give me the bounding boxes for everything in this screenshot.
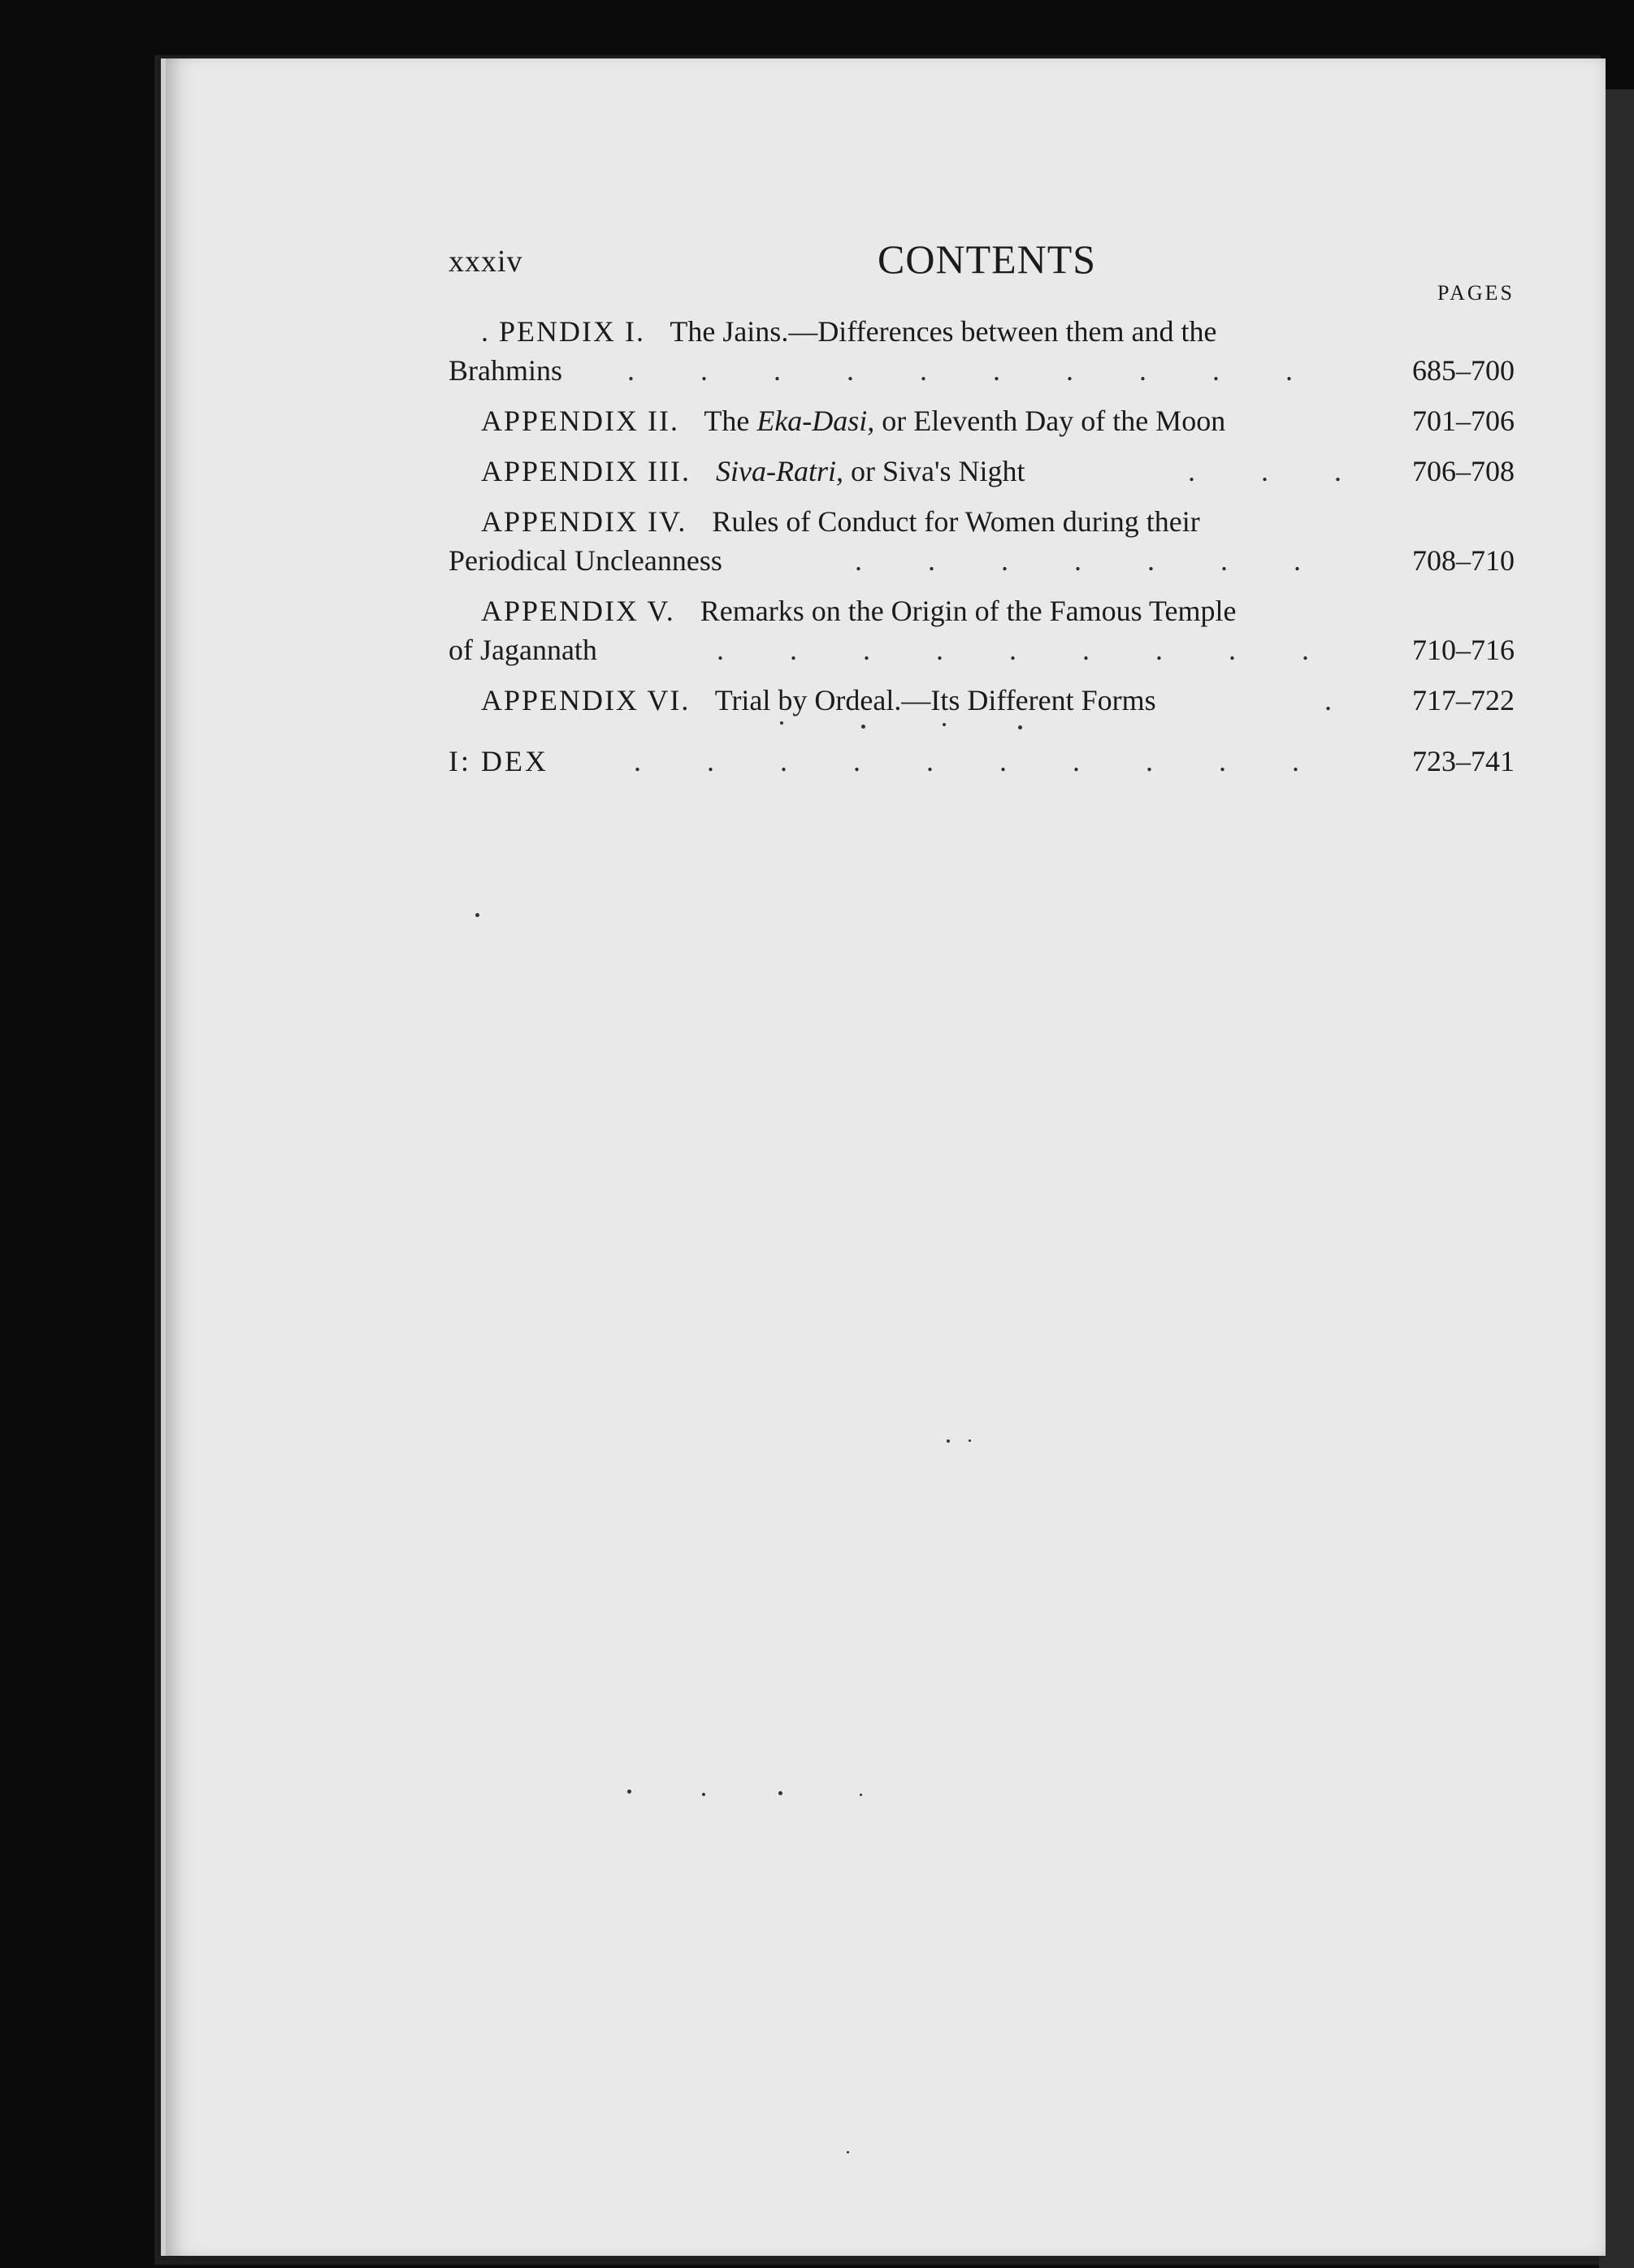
pages-column-heading: PAGES <box>1437 281 1515 305</box>
page-range: 723–741 <box>1412 745 1515 777</box>
toc-line <box>449 401 1515 440</box>
page-range: 717–722 <box>1412 684 1515 716</box>
toc-line <box>449 312 1515 351</box>
appendix-label: APPENDIX V. <box>481 595 675 627</box>
dot-leader: . <box>1324 684 1332 716</box>
appendix-title-continued: Brahmins <box>449 354 562 387</box>
appendix-label: APPENDIX III. <box>481 455 691 487</box>
page-number: xxxiv <box>449 245 523 279</box>
page-range: 710–716 <box>1412 634 1515 666</box>
toc-line <box>449 541 1515 580</box>
appendix-title <box>716 455 1025 487</box>
appendix-title <box>704 405 1225 437</box>
title-text: The <box>704 405 757 437</box>
running-head <box>449 236 1515 284</box>
toc-entry-appendix-4 <box>449 502 1515 580</box>
appendix-label: . PENDIX I. <box>481 315 645 348</box>
page-range: 706–708 <box>1412 455 1515 487</box>
page-range: 701–706 <box>1412 405 1515 437</box>
toc-line <box>449 630 1515 669</box>
scan-speck <box>969 1439 971 1442</box>
index-label: I: DEX <box>449 745 548 777</box>
appendix-title: Remarks on the Origin of the Famous Temple <box>700 595 1237 627</box>
toc-entry-appendix-3 <box>449 452 1515 491</box>
toc-line <box>449 591 1515 630</box>
appendix-title: The Jains.—Differences between them and the <box>670 315 1217 348</box>
scan-speck <box>702 1793 705 1796</box>
title-text: or Eleventh Day of the Moon <box>874 405 1226 437</box>
scan-speck <box>847 2151 849 2153</box>
toc-line <box>449 452 1515 491</box>
page-range: 685–700 <box>1412 354 1515 387</box>
appendix-title: Trial by Ordeal.—Its Different Forms <box>714 684 1156 716</box>
toc-entry-appendix-1 <box>449 312 1515 390</box>
toc-entry-index <box>449 744 1515 783</box>
dot-leader: . . . . . . . <box>855 544 1301 577</box>
scan-speck <box>860 1794 862 1796</box>
appendix-label: APPENDIX IV. <box>481 505 687 538</box>
title-italic: Eka-Dasi, <box>756 405 875 437</box>
page-range: 708–710 <box>1412 544 1515 577</box>
scan-speck <box>627 1790 631 1794</box>
title-text: or Siva's Night <box>843 455 1025 487</box>
appendix-title-continued: of Jagannath <box>449 634 597 666</box>
scan-speck <box>943 723 946 726</box>
toc-line <box>449 502 1515 541</box>
toc-entry-appendix-2 <box>449 401 1515 440</box>
dot-leader: . . . . . . . . . <box>717 634 1309 666</box>
title-italic: Siva-Ratri, <box>715 455 843 487</box>
dot-leader: . . . . . . . . . . <box>634 745 1299 777</box>
appendix-title-continued: Periodical Uncleanness <box>449 544 722 577</box>
page-title: CONTENTS <box>878 236 1097 282</box>
dot-leader: . . . . . . . . . . <box>627 354 1293 387</box>
toc-line <box>449 351 1515 390</box>
appendix-label: APPENDIX II. <box>481 405 679 437</box>
appendix-title: Rules of Conduct for Women during their <box>712 505 1200 538</box>
scan-speck <box>475 913 479 917</box>
scan-speck <box>778 1791 782 1795</box>
scan-speck <box>947 1439 950 1443</box>
toc-line <box>449 681 1515 720</box>
toc-entry-appendix-5 <box>449 591 1515 669</box>
table-of-contents <box>449 312 1515 783</box>
scan-speck <box>1018 725 1022 729</box>
dot-leader: . . . <box>1188 455 1341 487</box>
appendix-label: APPENDIX VI. <box>481 684 691 716</box>
scan-speck <box>780 721 783 725</box>
toc-entry-appendix-6 <box>449 681 1515 720</box>
scan-speck <box>861 725 865 729</box>
